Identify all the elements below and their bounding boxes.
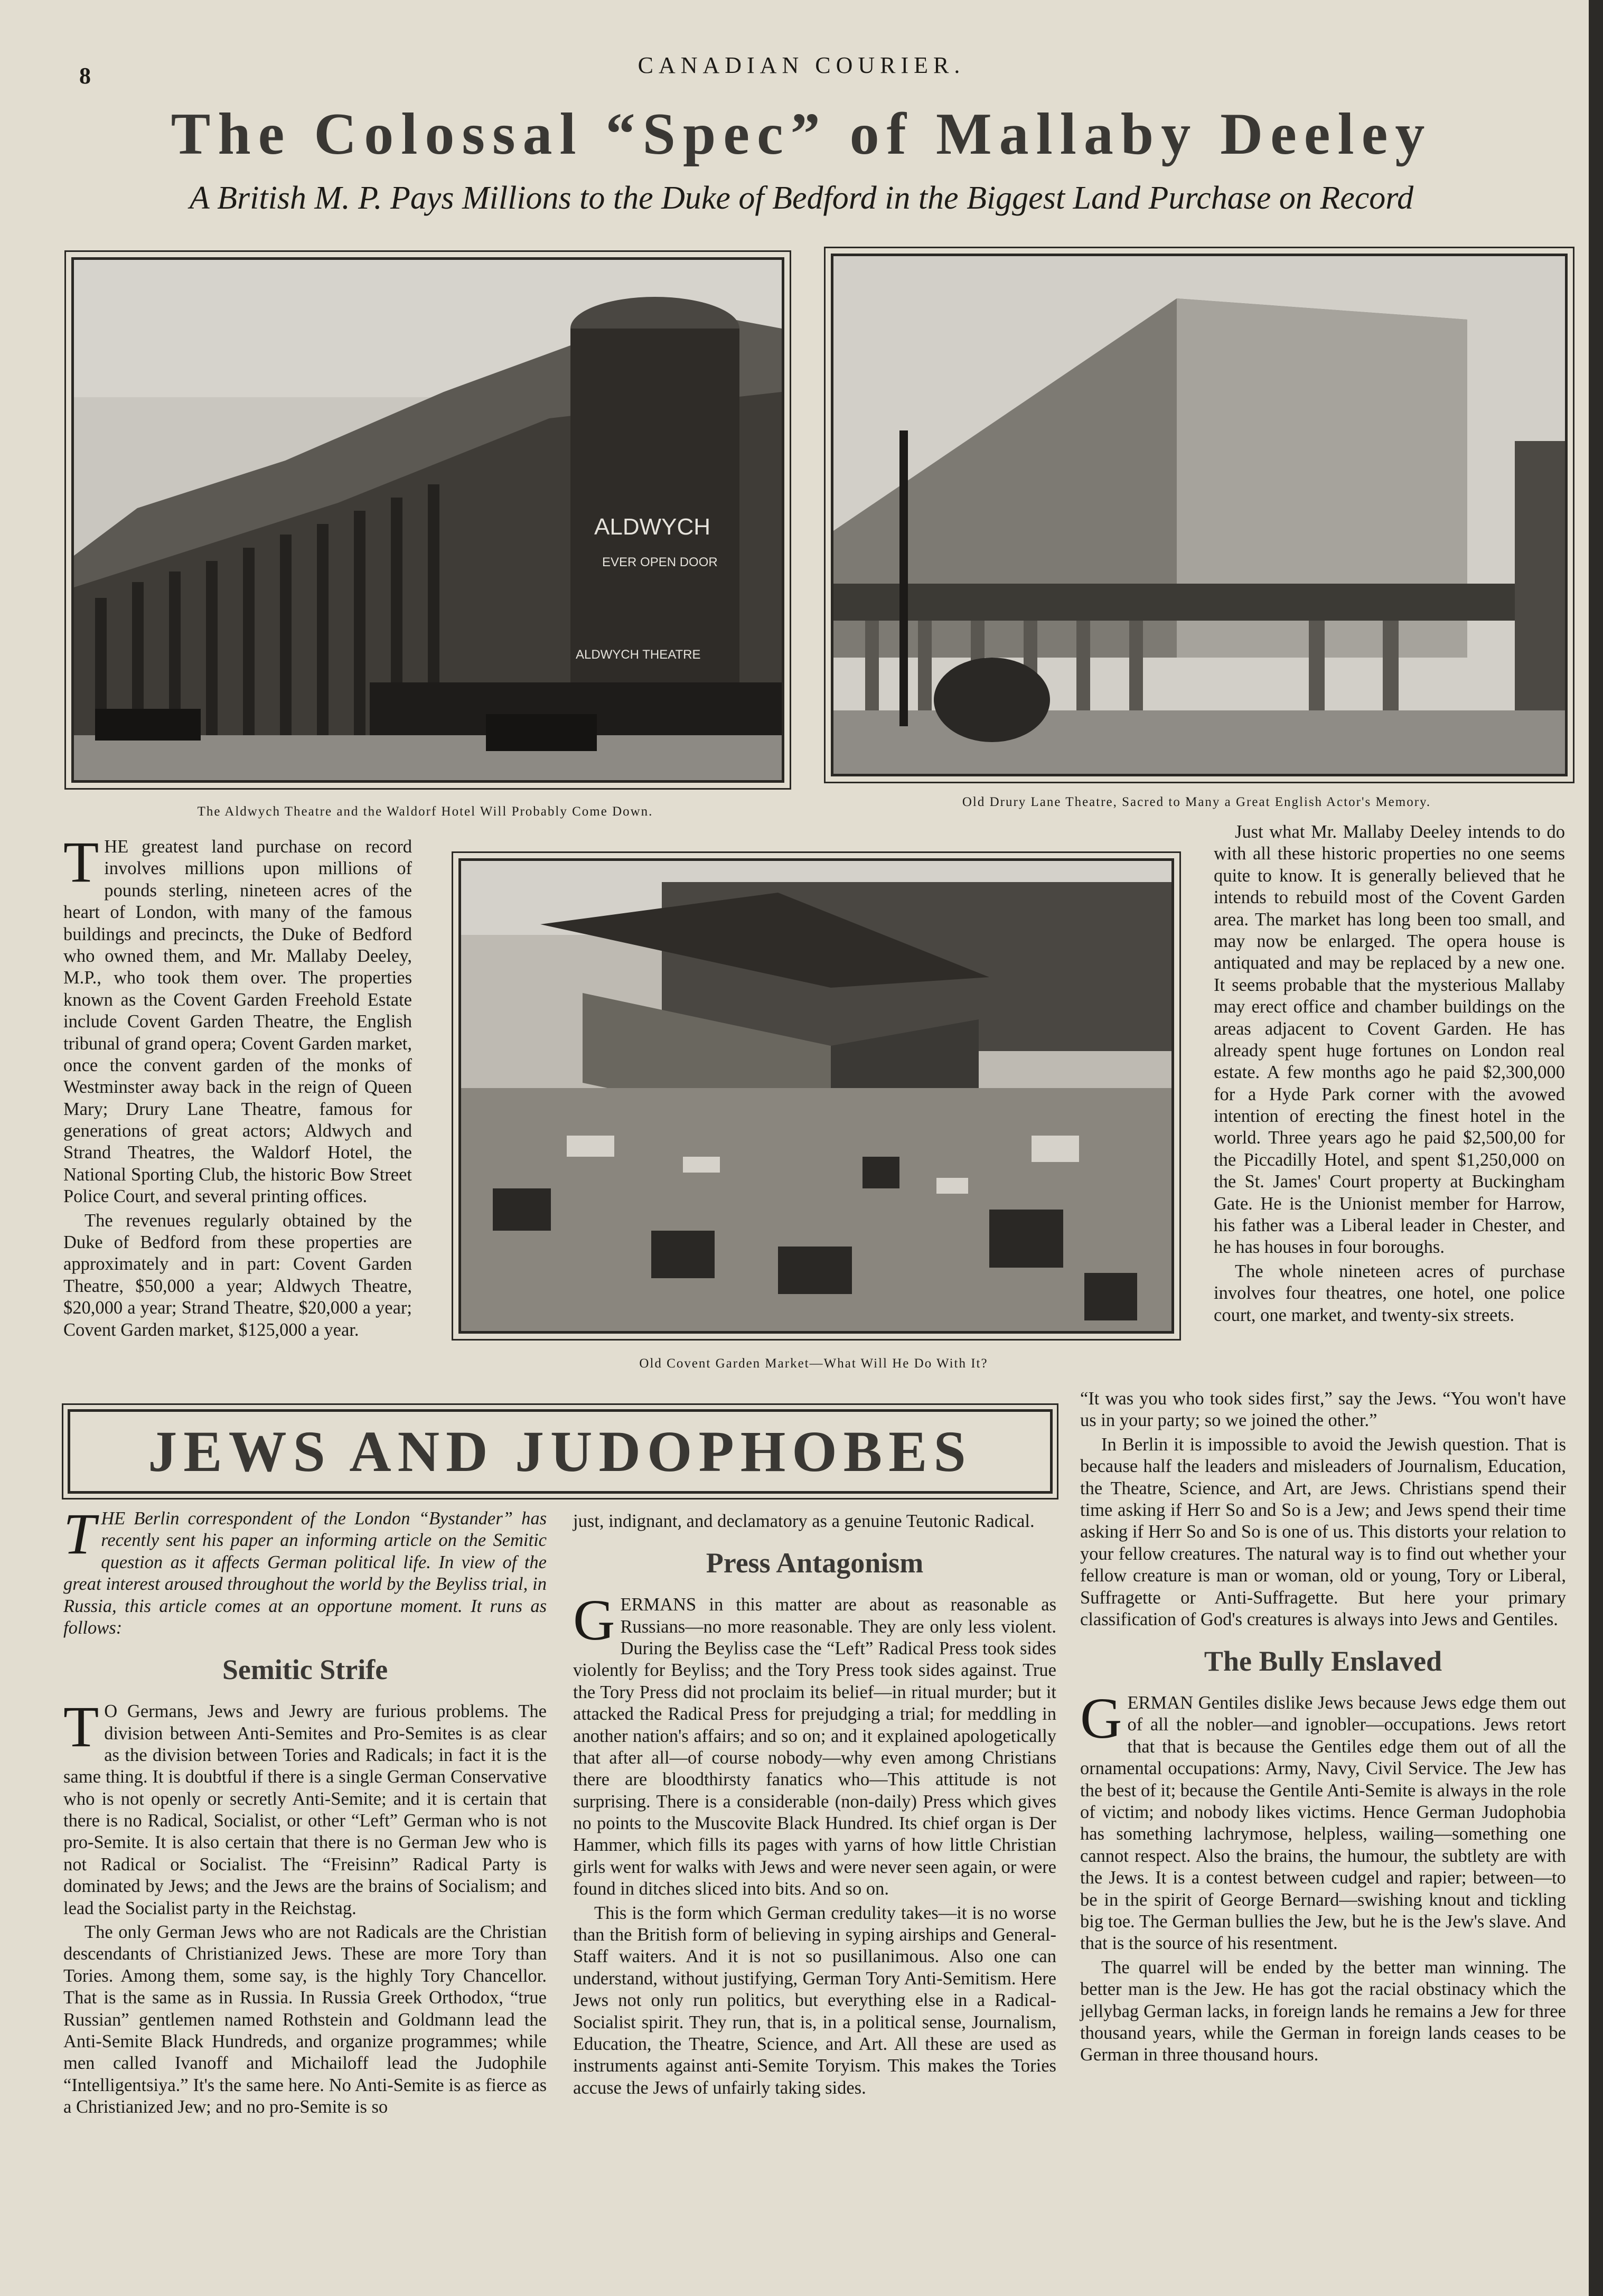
article-title: The Colossal “Spec” of Mallaby Deeley bbox=[171, 101, 1432, 167]
paragraph: The only German Jews who are not Radicals are the Christian descendants of Christianized Jews. These are more Tory than Tories. Among them, some say, is the highly Tory Chancellor. That is the same as in Russia. In Russia Greek Orthodox, “true Russian” gentlemen named Rothstein and Goldmann lead the Anti-Semite Black Hundreds, and organize programmes; while men called Ivanoff and Michailoff lead the Judophile “Intelligentsiya.” It's the same here. No Anti-Semite is as fierce as a Christianized Jew; and no pro-Semite is so bbox=[63, 1922, 547, 2117]
aldwych-sign: ALDWYCH bbox=[594, 514, 711, 540]
drury-lane-caption: Old Drury Lane Theatre, Sacred to Many a Great English Actor's Memory. bbox=[962, 795, 1431, 809]
dropcap: G bbox=[1080, 1686, 1122, 1751]
paragraph: The revenues regularly obtained by the Duke of Bedford from these properties are approximately and in part: Covent Garden Theatre, $50,000 a year; Aldwych Theatre, $20,000 a year; Strand Theatre, $20,000 a year; Covent Garden market, $125,000 a year. bbox=[63, 1210, 412, 1340]
paragraph: “It was you who took sides first,” say the Jews. “You won't have us in your party; so we joined the other.” bbox=[1080, 1389, 1566, 1431]
paragraph: O Germans, Jews and Jewry are furious problems. The division between Anti-Semites and Pro-Semites is as clear as the division between Tories and Radicals; in fact it is the same thing. It is doubtful if there is a single German Conservative who is not openly or secretly Anti-Semite; and it is certain that there is no Radical, Socialist, or other “Left” German who is not pro-Semite. It is also certain that there is no German Jew who is not Radical or Socialist. The “Freisinn” Radical Party is dominated by Jews; and the Jews are the brains of Socialism; and lead the Socialist party in the Reichstag. bbox=[63, 1701, 547, 1918]
covent-garden-caption: Old Covent Garden Market—What Will He Do With It? bbox=[639, 1356, 988, 1371]
paragraph: just, indignant, and declamatory as a genuine Teutonic Radical. bbox=[573, 1511, 1035, 1531]
dropcap: T bbox=[63, 830, 99, 894]
paragraph: The whole nineteen acres of purchase involves four theatres, one hotel, one police court, one market, and twenty-six streets. bbox=[1214, 1261, 1565, 1325]
aldwych-caption: The Aldwych Theatre and the Waldorf Hotel Will Probably Come Down. bbox=[197, 804, 653, 819]
page-number: 8 bbox=[79, 63, 91, 89]
paragraph: ERMANS in this matter are about as reasonable as Russians—no more reasonable. They are only less violent. During the Beyliss case the “Left” Radical Press took sides violently for Beyliss; and the Tory Press took sides against. True the Tory Press did not proclaim its belief—in ritual murder; but it attacked the Radical Press for prejudging a trial; for meddling in another nation's affairs; and so on; and it explained apologetically that after all—of course nobody—why even among Christians there are bloodthirsty fanatics who—This attitude is not surprising. There is a considerable (non-daily) Press which gives no points to the Muscovite Black Hundred. Its chief organ is Der Hammer, which fills its pages with yarns of how little Christian girls went for walks with Jews and were never seen again, or were found in ditches sliced into bits. And so on. bbox=[573, 1595, 1056, 1899]
article2-column-1 bbox=[63, 1502, 547, 2121]
page-edge-shadow bbox=[1589, 0, 1603, 2296]
paragraph: ERMAN Gentiles dislike Jews because Jews edge them out of all the nobler—and ignobler—occupations. Jews retort that that is because the Gentiles edge them out of all the ornamental occupations: Army, Navy, Civil Service. The Jew has the best of it; because the Gentile Anti-Semite is always in the role of victim; and nobody likes victims. Hence German Judophobia has something lachrymose, helpless, wailing—something one cannot respect. Also the brains, the humour, the subtlety are with the Jews. It is a contest between cudgel and rapier; between—to be in the spirit of George Bernard—swishing knout and tickling big toe. The German bullies the Jew, but he is the Jew's slave. And that is the source of his resentment. bbox=[1080, 1693, 1566, 1954]
article1-right-column bbox=[1214, 821, 1565, 1328]
aldwych-theatre-sign: ALDWYCH THEATRE bbox=[576, 648, 701, 662]
banner-title: JEWS AND JUDOPHOBES bbox=[148, 1419, 972, 1484]
dropcap: G bbox=[573, 1588, 615, 1653]
paragraph: HE greatest land purchase on record involves millions upon millions of pounds sterling, nineteen acres of the heart of London, with many of the famous buildings and precincts, the Duke of Bedford who owned them, and Mr. Mallaby Deeley, M.P., who took them over. The properties known as the Covent Garden Freehold Estate include Covent Garden Theatre, the English tribunal of grand opera; Covent Garden market, once the convent garden of the monks of Westminster away back in the reign of Queen Mary; Drury Lane Theatre, famous for generations of great actors; Aldwych and Strand Theatres, the Waldorf Hotel, the National Sporting Club, the historic Bow Street Police Court, and several printing offices. bbox=[63, 837, 412, 1207]
paragraph: In Berlin it is impossible to avoid the Jewish question. That is because half the leaders and misleaders of Journalism, Education, the Theatre, Science, and Art, are Jews. Christians spend their time asking if Herr So and So is a Jew; and Jews spend their time asking if Herr So and So is one of us. This distorts your relation to your fellow creatures. The natural way is to find out whether your fellow creature is man or woman, old or young, Tory or Liberal, Suffragette or Anti-Suffragette. But here your primary classification of God's creatures is always into Jews and Gentiles. bbox=[1080, 1434, 1566, 1629]
article-subtitle: A British M. P. Pays Millions to the Duke of Bedford in the Biggest Land Purchase on Record bbox=[189, 180, 1414, 216]
paragraph: The quarrel will be ended by the better man winning. The better man is the Jew. He has got the racial obstinacy which the jellybag German lacks, in foreign lands he remains a Jew for three thousand years, while the German in foreign lands ceases to be German in three thousand hours. bbox=[1080, 1957, 1566, 2065]
drury-lane-photo bbox=[831, 254, 1568, 776]
section-heading: Semitic Strife bbox=[222, 1654, 388, 1686]
intro-paragraph: HE Berlin correspondent of the London “Bystander” has recently sent his paper an informing article on the Semitic question as it affects German political life. In view of the great interest aroused throughout the world by the Beyliss trial, in Russia, this article comes at an opportune moment. It runs as follows: bbox=[63, 1508, 547, 1638]
running-title: CANADIAN COURIER. bbox=[638, 52, 965, 78]
article2-column-3 bbox=[1080, 1388, 1566, 2068]
paragraph: Just what Mr. Mallaby Deeley intends to do with all these historic properties no one seems quite to know. It is generally believed that he intends to rebuild most of the Covent Garden area. The market has long been too small, and may now be enlarged. The opera house is antiquated and may be replaced by a new one. It seems probable that the mysterious Mallaby may erect office and chamber buildings on the areas adjacent to Covent Garden. He has already spent huge fortunes on London real estate. A few months ago he paid $2,300,000 for a Hyde Park corner with the avowed intention of erecting the finest hotel in the world. Three years ago he paid $2,500,00 for the Piccadilly Hotel, and spent $1,250,000 on the St. James' Court property at Buckingham Gate. He is the Unionist member for Harrow, his father was a Liberal leader in Chester, and he has houses in four boroughs. bbox=[1214, 822, 1565, 1258]
aldwych-photo bbox=[71, 257, 784, 783]
dropcap: T bbox=[63, 1694, 99, 1759]
section-heading: The Bully Enslaved bbox=[1204, 1645, 1442, 1678]
article1-left-column bbox=[63, 830, 412, 1343]
ever-open-door-sign: EVER OPEN DOOR bbox=[602, 555, 718, 569]
jews-judophobes-banner bbox=[68, 1409, 1053, 1494]
covent-garden-photo bbox=[458, 858, 1174, 1334]
article2-column-2 bbox=[573, 1511, 1056, 2101]
section-heading: Press Antagonism bbox=[706, 1547, 924, 1579]
dropcap: T bbox=[63, 1502, 96, 1566]
paragraph: This is the form which German credulity takes—it is no worse than the British form of believing in syping airships and General-Staff waiters. And it is not so pusillanimous. Also one can understand, without justifying, German Tory Anti-Semitism. Here Jews not only run politics, but everything else in a Radical-Socialist spirit. They run, that is, in a political sense, Journalism, Education, the Theatre, Science, and Art. All these are used as instruments against anti-Semite Toryism. This makes the Tories accuse the Jews of unfairly taking sides. bbox=[573, 1903, 1056, 2098]
